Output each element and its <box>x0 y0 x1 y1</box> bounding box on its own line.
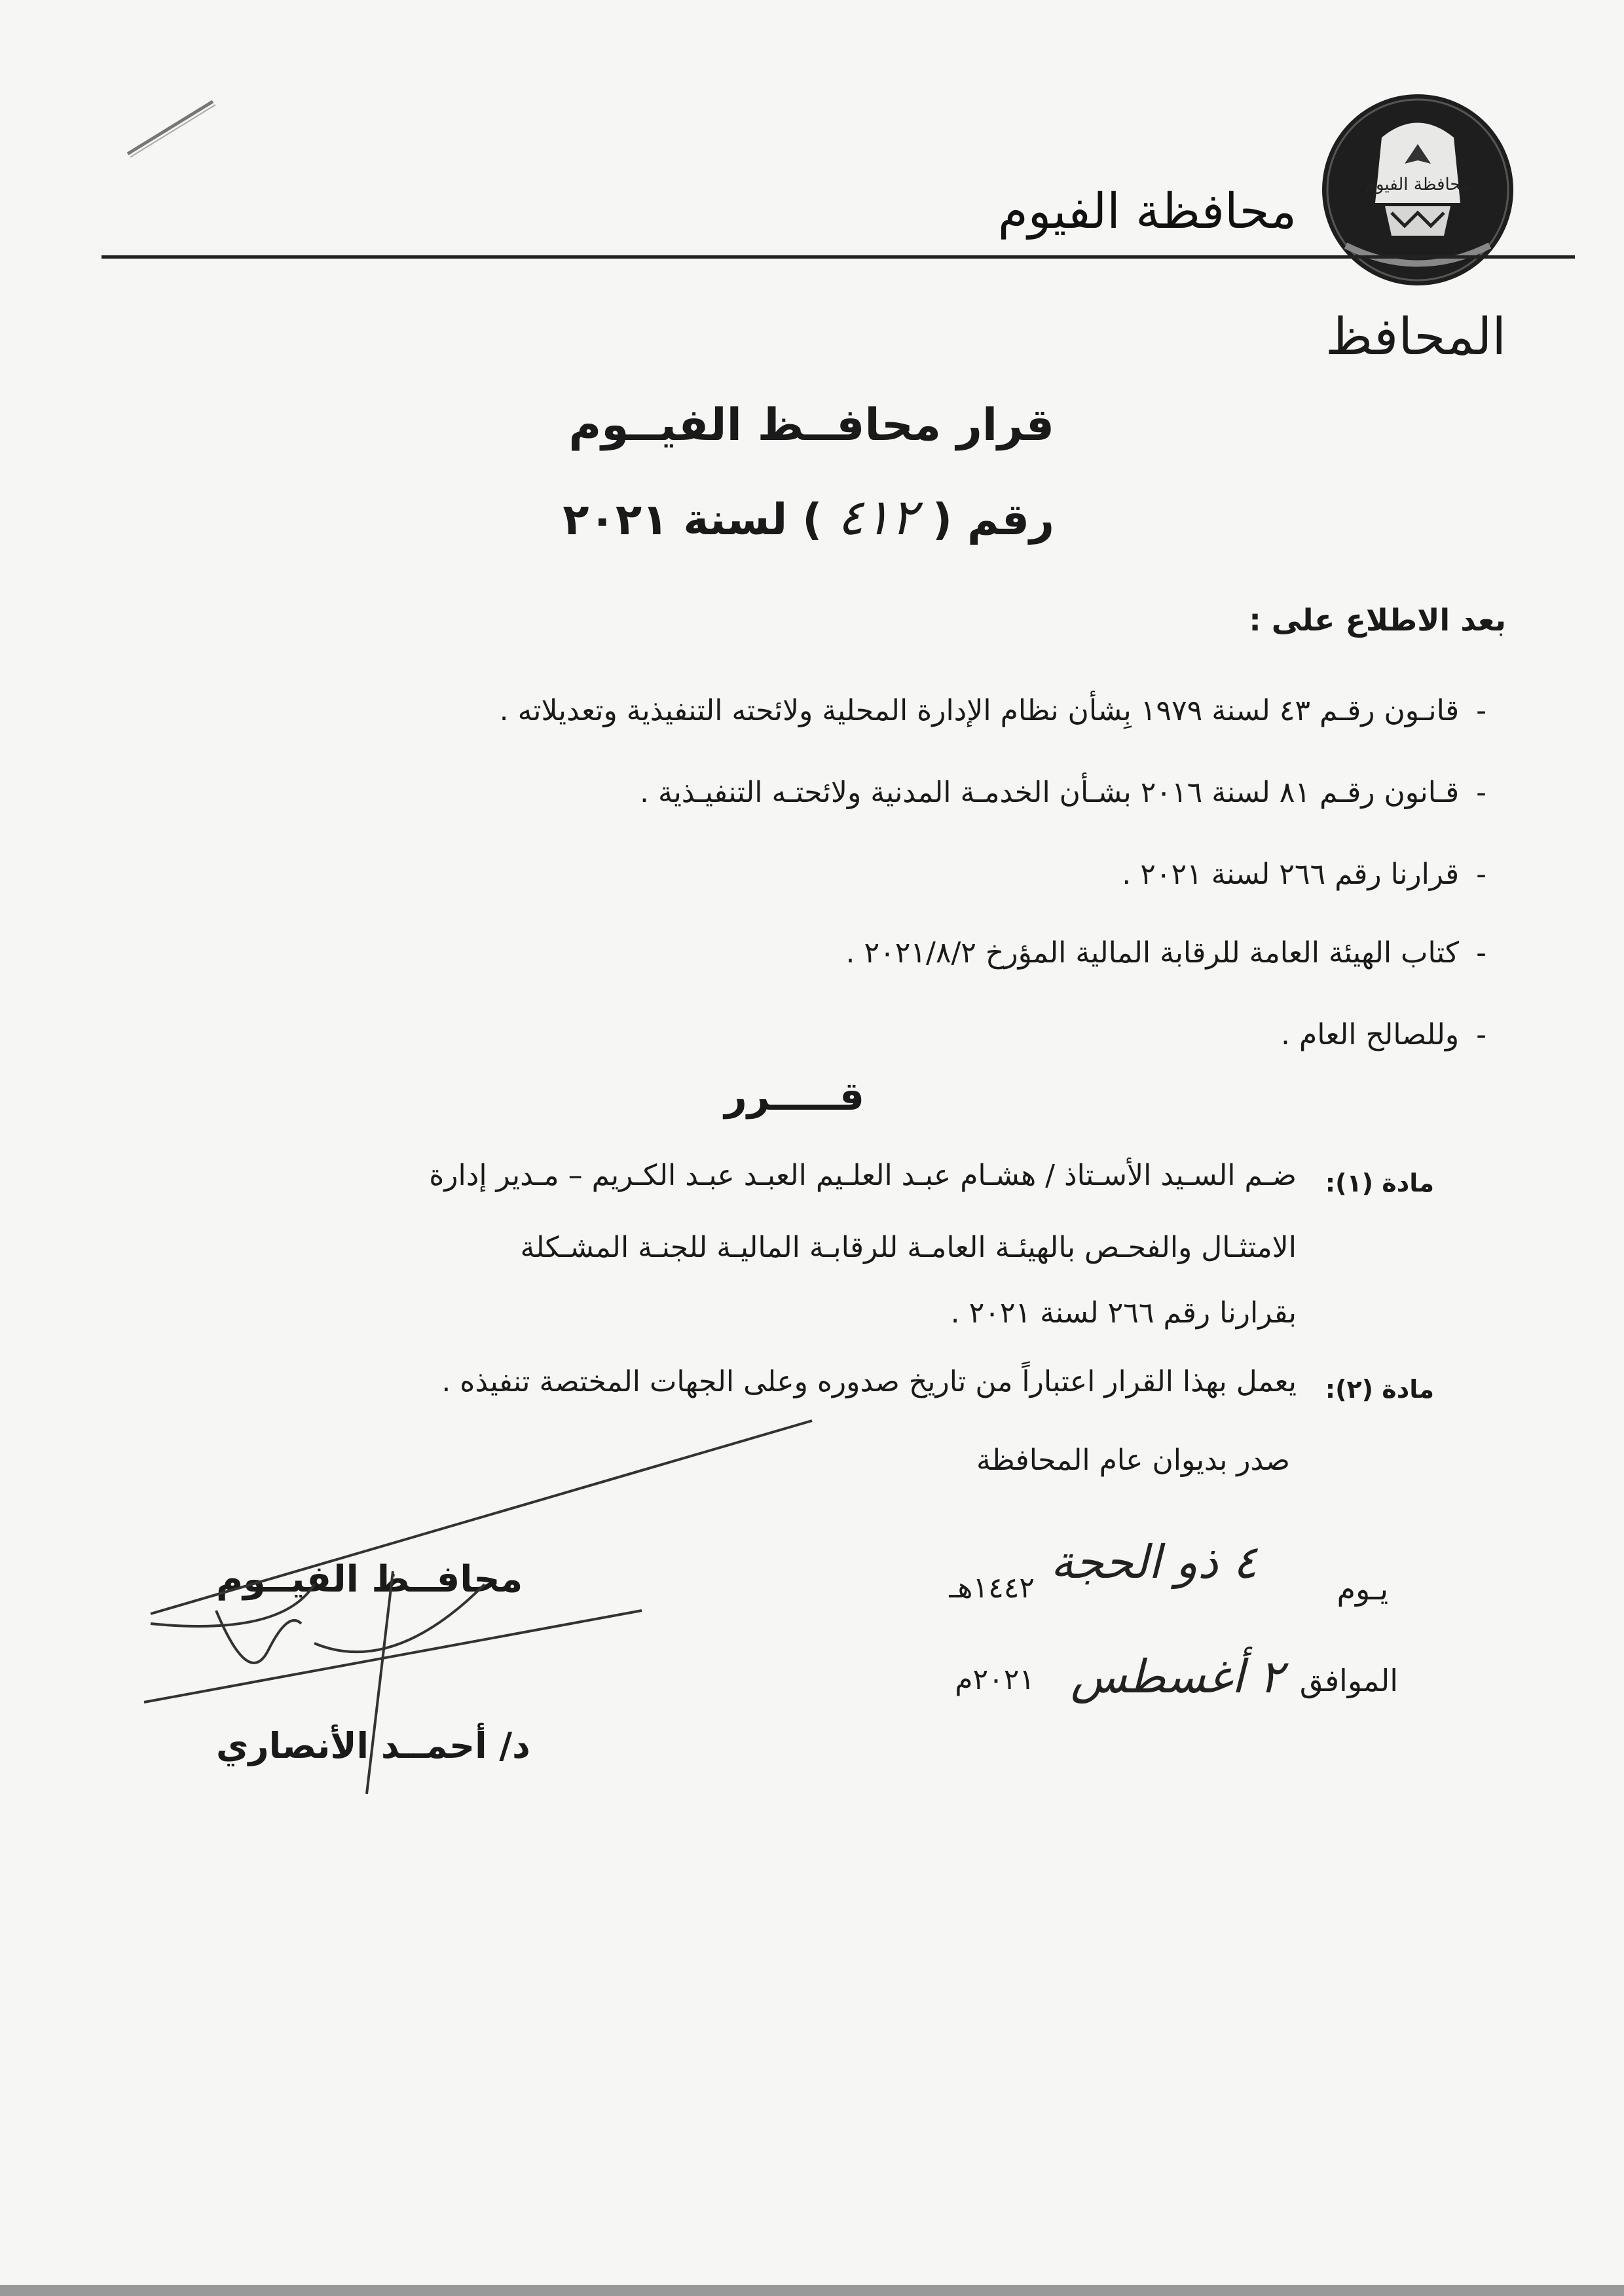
pen-stroke-mark <box>121 92 219 164</box>
article-1-label: مادة (١): <box>1325 1169 1434 1197</box>
gregorian-label: الموافق <box>1299 1663 1398 1698</box>
preamble-clause: -قانـون رقـم ٤٣ لسنة ١٩٧٩ بِشأن نظام الإدارة المحلية ولائحته التنفيذية وتعديلاته . <box>499 694 1486 727</box>
preamble-clause: -قـانون رقـم ٨١ لسنة ٢٠١٦ بشـأن الخدمـة المدنية ولائحتـه التنفيـذية . <box>640 776 1486 809</box>
decree-title: قرار محافــظ الفيــوم <box>568 399 1054 451</box>
decree-number-handwritten: ٤١٢ <box>837 488 917 546</box>
signatory-title: محافــظ الفيــوم <box>216 1558 523 1601</box>
governorate-name: محافظة الفيوم <box>997 183 1297 240</box>
article-1-line: بقرارنا رقم ٢٦٦ لسنة ٢٠٢١ . <box>950 1296 1297 1330</box>
gregorian-year: ٢٠٢١م <box>955 1663 1035 1696</box>
decree-number <box>563 488 1054 546</box>
handwritten-signature <box>118 1388 838 1846</box>
preamble-heading: بعد الاطلاع على : <box>1249 602 1506 638</box>
resolution-heading: قـــــرر <box>724 1074 864 1120</box>
article-2-line: يعمل بهذا القرار اعتباراً من تاريخ صدوره وعلى الجهات المختصة تنفيذه . <box>441 1365 1297 1398</box>
hijri-year: ١٤٤٢هـ <box>949 1571 1035 1605</box>
governorate-seal-logo <box>1320 92 1516 288</box>
preamble-clause: -وللصالح العام . <box>1281 1018 1486 1051</box>
decree-number-prefix: رقم ( <box>932 494 1054 545</box>
governor-title: المحافظ <box>1325 308 1506 367</box>
article-1-line: الامتثـال والفحـص بالهيئـة العامـة للرقابـة الماليـة للجنـة المشـكلة <box>520 1231 1297 1264</box>
header-divider <box>101 255 1575 259</box>
article-2-label: مادة (٢): <box>1325 1375 1434 1404</box>
article-1-line: ضـم السـيد الأسـتاذ / هشـام عبـد العلـيم العبـد عبـد الكـريم – مـدير إدارة <box>429 1159 1297 1192</box>
date-day-label: يـوم <box>1337 1571 1388 1607</box>
decree-number-suffix: ) لسنة ٢٠٢١ <box>563 494 822 545</box>
seal-text: محافظة الفيوم <box>1365 175 1471 194</box>
handwritten-gregorian-date: ٢ أغسطس <box>1070 1650 1283 1704</box>
issued-at: صدر بديوان عام المحافظة <box>976 1444 1290 1477</box>
signatory-name: د/ أحمــد الأنصاري <box>216 1725 530 1766</box>
preamble-clause: -كتاب الهيئة العامة للرقابة المالية المؤرخ ٢٠٢١/٨/٢ . <box>845 936 1486 970</box>
scan-bottom-edge <box>0 2285 1624 2296</box>
handwritten-hijri-date: ٤ ذو الحجة <box>1050 1535 1257 1589</box>
preamble-clause: -قرارنا رقم ٢٦٦ لسنة ٢٠٢١ . <box>1122 858 1486 891</box>
